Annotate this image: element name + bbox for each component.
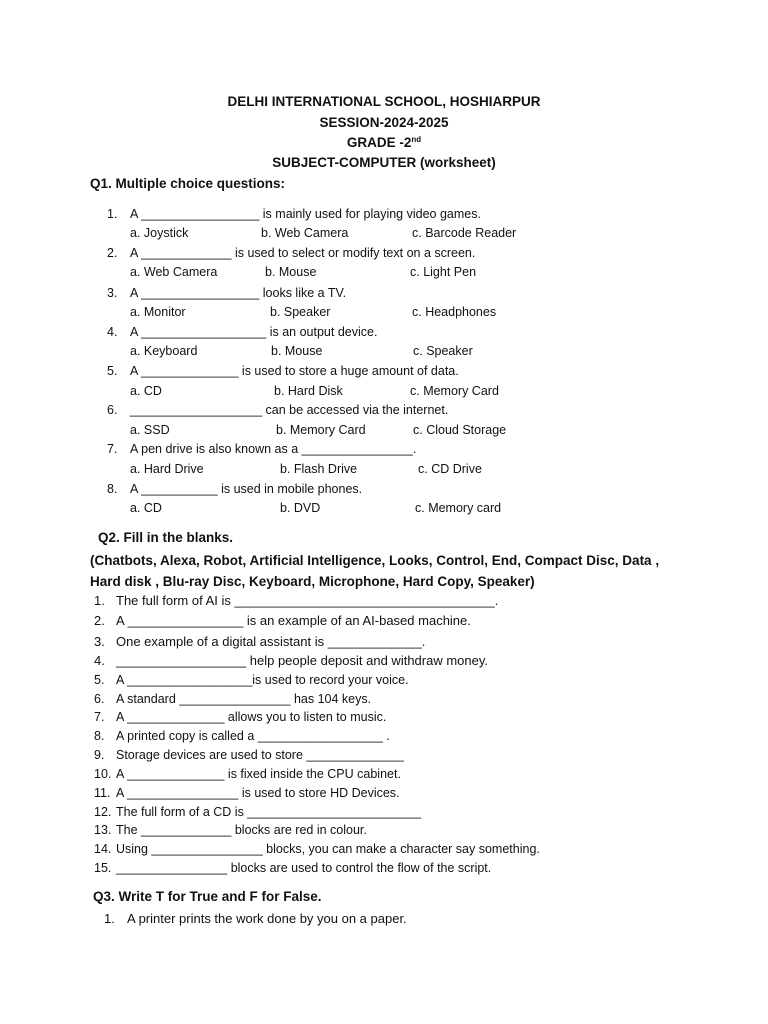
item-number: 7. xyxy=(94,710,105,724)
option-b: b. Web Camera xyxy=(261,226,349,240)
option-a: a. Joystick xyxy=(130,226,189,240)
option-b: b. DVD xyxy=(280,501,321,515)
fill-item xyxy=(94,842,540,856)
fill-item xyxy=(94,710,386,724)
true-false-item xyxy=(104,911,407,926)
option-c: c. Cloud Storage xyxy=(413,423,507,437)
question-text: A ______________ is used to store a huge amount of data. xyxy=(130,364,459,378)
item-number: 10. xyxy=(94,767,112,781)
q3-heading: Q3. Write T for True and F for False. xyxy=(93,889,322,904)
question-number: 6. xyxy=(107,403,118,417)
item-text: A printed copy is called a __________________ . xyxy=(116,729,390,743)
fill-item xyxy=(94,767,401,781)
fill-item xyxy=(94,613,471,628)
fill-item xyxy=(94,653,488,668)
option-b: b. Mouse xyxy=(271,344,323,358)
item-text: The full form of AI is ____________________________________. xyxy=(116,593,499,608)
question-text: A _________________ looks like a TV. xyxy=(130,286,347,300)
option-a: a. SSD xyxy=(130,423,170,437)
option-b: b. Flash Drive xyxy=(280,462,358,476)
option-b: b. Memory Card xyxy=(276,423,366,437)
grade-title xyxy=(0,135,768,150)
question-text: ___________________ can be accessed via the internet. xyxy=(130,403,449,417)
fill-item xyxy=(94,748,404,762)
question-number: 1. xyxy=(107,207,118,221)
item-text: __________________ help people deposit and withdraw money. xyxy=(116,653,488,668)
question-text: A _________________ is mainly used for playing video games. xyxy=(130,207,481,221)
item-text: Storage devices are used to store ______________ xyxy=(116,748,404,762)
item-text: The _____________ blocks are red in colour. xyxy=(116,823,367,837)
fill-item xyxy=(94,805,421,819)
option-b: b. Mouse xyxy=(265,265,317,279)
item-number: 6. xyxy=(94,692,105,706)
item-number: 3. xyxy=(94,634,105,649)
fill-item xyxy=(94,692,371,706)
question-row xyxy=(107,207,481,221)
item-number: 8. xyxy=(94,729,105,743)
subject-title: SUBJECT-COMPUTER (worksheet) xyxy=(272,155,496,170)
item-text: A printer prints the work done by you on a paper. xyxy=(127,911,407,926)
fill-item xyxy=(94,673,409,687)
item-text: The full form of a CD is _________________________ xyxy=(116,805,422,819)
item-number: 4. xyxy=(94,653,105,668)
item-number: 1. xyxy=(104,911,115,926)
option-b: b. Speaker xyxy=(270,305,331,319)
q1-heading: Q1. Multiple choice questions: xyxy=(90,176,286,191)
question-text: A __________________ is an output device. xyxy=(130,325,378,339)
item-number: 1. xyxy=(94,593,105,608)
fill-item xyxy=(94,786,400,800)
q2-heading: Q2. Fill in the blanks. xyxy=(98,530,234,545)
question-number: 7. xyxy=(107,442,118,456)
option-b: b. Hard Disk xyxy=(274,384,343,398)
question-row xyxy=(107,246,475,260)
grade-superscript: nd xyxy=(411,135,422,144)
item-text: A ______________ is fixed inside the CPU cabinet. xyxy=(116,767,401,781)
question-row xyxy=(107,482,362,496)
question-number: 4. xyxy=(107,325,118,339)
option-c: c. Barcode Reader xyxy=(412,226,517,240)
item-text: ________________ blocks are used to control the flow of the script. xyxy=(116,861,492,875)
question-row xyxy=(107,403,448,417)
option-c: c. Light Pen xyxy=(410,265,477,279)
item-text: A ________________ is an example of an AI-based machine. xyxy=(116,613,471,628)
school-name: DELHI INTERNATIONAL SCHOOL, HOSHIARPUR xyxy=(227,94,541,109)
item-number: 15. xyxy=(94,861,112,875)
question-text: A _____________ is used to select or modify text on a screen. xyxy=(130,246,476,260)
fill-item xyxy=(94,823,367,837)
option-a: a. Hard Drive xyxy=(130,462,204,476)
item-text: A ________________ is used to store HD Devices. xyxy=(116,786,400,800)
question-number: 8. xyxy=(107,482,118,496)
item-number: 13. xyxy=(94,823,112,837)
item-text: A ______________ allows you to listen to music. xyxy=(116,710,387,724)
question-number: 3. xyxy=(107,286,118,300)
word-bank: (Chatbots, Alexa, Robot, Artificial Intelligence, Looks, Control, End, Compact Disc, Data , Hard disk , Blu-ray Disc, Keyboard, Microphone, Hard Copy, Speaker) xyxy=(90,553,660,589)
option-a: a. Keyboard xyxy=(130,344,198,358)
item-number: 11. xyxy=(94,786,111,800)
option-a: a. Monitor xyxy=(130,305,186,319)
item-text: One example of a digital assistant is _____________. xyxy=(116,634,426,649)
item-number: 2. xyxy=(94,613,105,628)
question-row xyxy=(107,325,377,339)
item-number: 12. xyxy=(94,805,112,819)
item-number: 5. xyxy=(94,673,105,687)
item-number: 14. xyxy=(94,842,112,856)
fill-item xyxy=(94,593,498,608)
question-number: 5. xyxy=(107,364,118,378)
question-row xyxy=(107,364,459,378)
question-text: A ___________ is used in mobile phones. xyxy=(130,482,363,496)
option-c: c. CD Drive xyxy=(418,462,482,476)
option-c: c. Memory Card xyxy=(410,384,499,398)
question-row xyxy=(107,286,346,300)
option-c: c. Headphones xyxy=(412,305,497,319)
option-a: a. CD xyxy=(130,501,162,515)
option-c: c. Memory card xyxy=(415,501,502,515)
grade-text: GRADE -2 xyxy=(346,135,412,150)
item-number: 9. xyxy=(94,748,105,762)
fill-item xyxy=(94,634,425,649)
option-a: a. Web Camera xyxy=(130,265,218,279)
question-text: A pen drive is also known as a ________________. xyxy=(130,442,417,456)
question-number: 2. xyxy=(107,246,118,260)
fill-item xyxy=(94,729,390,743)
question-row xyxy=(107,442,416,456)
option-a: a. CD xyxy=(130,384,162,398)
item-text: Using ________________ blocks, you can make a character say something. xyxy=(116,842,540,856)
session-title: SESSION-2024-2025 xyxy=(319,115,449,130)
item-text: A __________________is used to record your voice. xyxy=(116,673,409,687)
fill-item xyxy=(94,861,491,875)
item-text: A standard ________________ has 104 keys. xyxy=(116,692,372,706)
option-c: c. Speaker xyxy=(413,344,473,358)
